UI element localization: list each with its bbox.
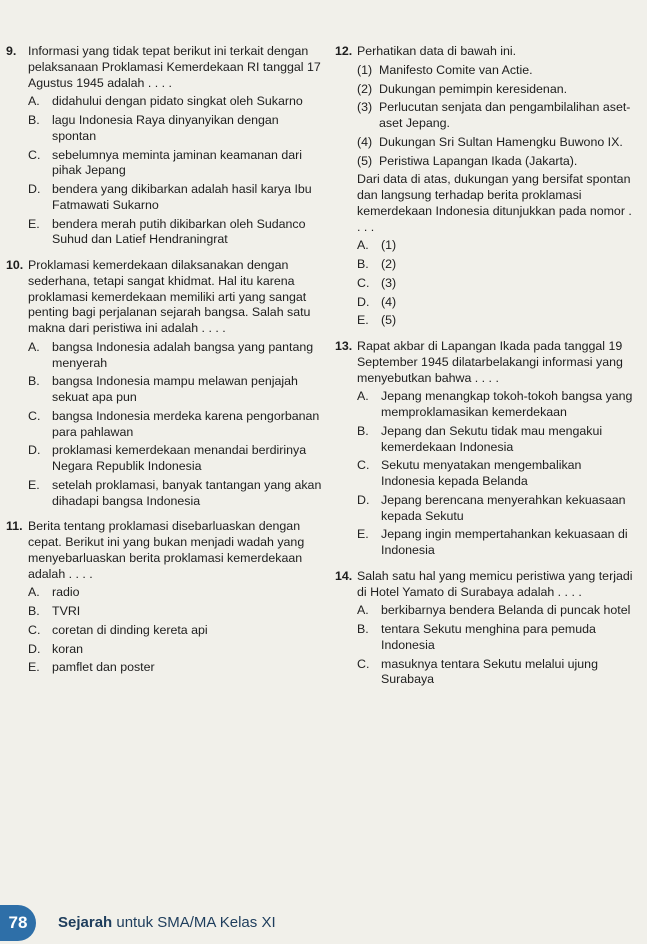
question-text: Salah satu hal yang memicu peristiwa yang terjadi di Hotel Yamato di Surabaya adalah . . . .	[357, 568, 633, 599]
page-number: 78	[0, 905, 36, 941]
question-text: Berita tentang proklamasi disebarluaskan dengan cepat. Berikut ini yang bukan menjadi wadah yang menyebarluaskan berita proklamasi kemerdekaan adalah . . . .	[28, 519, 305, 581]
question-13	[335, 339, 637, 559]
right-column	[335, 44, 637, 698]
option-b: B. (2)	[357, 257, 397, 271]
option-b: B. Jepang dan Sekutu tidak mau mengakui kemerdekaan Indonesia	[357, 423, 603, 454]
question-number: 12.	[335, 44, 353, 58]
option-e: E. Jepang ingin mempertahankan kekuasaan di Indonesia	[357, 527, 628, 557]
question-text: Informasi yang tidak tepat berikut ini terkait dengan pelaksanaan Proklamasi Kemerdekaan RI tanggal 17 Agustus 1945 adalah . . . .	[28, 44, 321, 90]
question-10	[6, 258, 324, 509]
option-c: C. sebelumnya meminta jaminan keamanan dari pihak Jepang	[28, 147, 303, 178]
option-a: A. didahului dengan pidato singkat oleh Sukarno	[28, 94, 303, 109]
option-d: D. (4)	[357, 294, 397, 309]
question-number: 14.	[335, 568, 353, 583]
option-a: A. berkibarnya bendera Belanda di puncak hotel	[357, 603, 631, 618]
option-b: B. TVRI	[28, 604, 81, 618]
question-text: Proklamasi kemerdekaan dilaksanakan dengan sederhana, tetapi sangat khidmat. Hal itu karena proklamasi kemerdekaan memiliki arti yang sangat penting bagi perjalanan sejarah bangsa. Salah satu makna dari peristiwa ini adalah . . . .	[28, 258, 311, 335]
option-c: C. (3)	[357, 275, 397, 290]
question-tail: Dari data di atas, dukungan yang bersifat spontan dan langsung terhadap berita proklamasi kemerdekaan Indonesia ditunjukkan pada nomor . . . .	[357, 172, 632, 234]
page-footer	[0, 902, 647, 944]
option-e: E. (5)	[357, 313, 397, 328]
question-text: Rapat akbar di Lapangan Ikada pada tanggal 19 September 1945 dilatarbelakangi informasi yang menyebutkan bahwa . . . .	[357, 339, 623, 385]
question-11	[6, 519, 324, 676]
statement-1: (1) Manifesto Comite van Actie.	[357, 62, 533, 77]
question-12	[335, 44, 637, 329]
book-subject: Sejarah	[58, 914, 113, 932]
option-b: B. lagu Indonesia Raya dinyanyikan dengan spontan	[28, 113, 279, 143]
option-e: E. pamflet dan poster	[28, 660, 155, 675]
option-d: D. proklamasi kemerdekaan menandai berdirinya Negara Republik Indonesia	[28, 443, 307, 473]
question-number: 9.	[6, 44, 17, 58]
option-a: A. Jepang menangkap tokoh-tokoh bangsa yang memproklamasikan kemerdekaan	[357, 389, 633, 419]
option-e: E. setelah proklamasi, banyak tantangan yang akan dihadapi bangsa Indonesia	[28, 477, 322, 508]
question-text: Perhatikan data di bawah ini.	[357, 44, 517, 58]
option-c: C. coretan di dinding kereta api	[28, 622, 208, 637]
option-b: B. bangsa Indonesia mampu melawan penjajah sekuat apa pun	[28, 374, 298, 404]
option-d: D. Jepang berencana menyerahkan kekuasaan kepada Sekutu	[357, 492, 626, 523]
option-d: D. koran	[28, 641, 83, 656]
option-a: A. radio	[28, 585, 80, 600]
question-number: 13.	[335, 339, 353, 353]
question-14	[335, 569, 637, 688]
question-number: 11.	[6, 519, 23, 534]
option-b: B. tentara Sekutu menghina para pemuda Indonesia	[357, 622, 596, 652]
option-a: A. bangsa Indonesia adalah bangsa yang pantang menyerah	[28, 339, 314, 370]
question-number: 10.	[6, 258, 24, 272]
statement-3: (3) Perlucutan senjata dan pengambilalihan aset-aset Jepang.	[357, 100, 631, 130]
question-9	[6, 44, 324, 248]
option-e: E. bendera merah putih dikibarkan oleh Sudanco Suhud dan Latief Hendraningrat	[28, 216, 306, 247]
option-c: C. masuknya tentara Sekutu melalui ujung Surabaya	[357, 656, 598, 687]
book-subtitle: untuk SMA/MA Kelas XI	[116, 914, 276, 932]
statement-4: (4) Dukungan Sri Sultan Hamengku Buwono IX.	[357, 134, 623, 149]
statement-5: (5) Peristiwa Lapangan Ikada (Jakarta).	[357, 153, 578, 168]
option-d: D. bendera yang dikibarkan adalah hasil karya Ibu Fatmawati Sukarno	[28, 182, 312, 212]
left-column	[6, 44, 324, 686]
option-c: C. Sekutu menyatakan mengembalikan Indonesia kepada Belanda	[357, 458, 582, 488]
book-title	[58, 913, 276, 932]
option-c: C. bangsa Indonesia merdeka karena pengorbanan para pahlawan	[28, 408, 320, 439]
option-a: A. (1)	[357, 238, 397, 253]
statement-2: (2) Dukungan pemimpin keresidenan.	[357, 81, 568, 96]
